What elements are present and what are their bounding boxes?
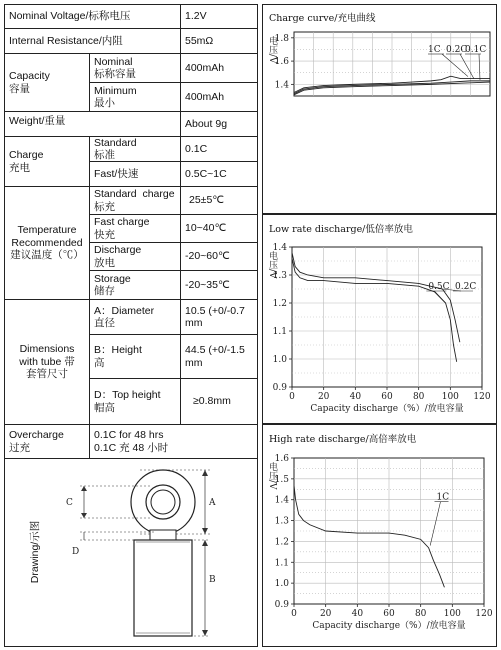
temp-fast-charge-label: [90, 215, 180, 242]
y-tick-label: 1.8: [274, 33, 289, 44]
charge-fast-value: 0.5C~1C: [185, 167, 227, 180]
dim-height-value-line2: mm: [185, 356, 203, 369]
battery-top-inner-circle: [151, 490, 175, 514]
series-label-leader: [430, 502, 440, 546]
series-label: 0.2C: [455, 282, 477, 292]
y-tick-label: 1.1: [272, 327, 287, 337]
y-tick-label: 1.4: [274, 495, 289, 506]
capacity-minimum-label: [90, 83, 180, 111]
drawing-mark-d: D: [72, 547, 80, 557]
series-label-leader: [434, 291, 445, 303]
temp-discharge-label: [90, 243, 180, 270]
dimensions-label-line1: Dimensions: [19, 343, 75, 356]
charge-standard-value: 0.1C: [185, 142, 208, 155]
internal-resistance-label: Internal Resistance/内阻: [9, 34, 123, 47]
nominal-voltage-label: Nominal Voltage/标称电压: [9, 9, 131, 22]
series-line-02C: [292, 253, 460, 343]
x-tick-label: 80: [412, 392, 425, 402]
y-tick-label: 1.2: [272, 299, 287, 309]
y-tick-label: 1.0: [272, 355, 287, 365]
capacity-label: [5, 54, 89, 111]
y-axis-label: 电压/V: [267, 251, 277, 279]
temp-discharge-value: -20~60℃: [185, 250, 230, 263]
y-tick-label: 1.1: [274, 558, 289, 569]
dim-height-cn: 高: [94, 356, 105, 369]
internal-resistance-value: 55mΩ: [185, 34, 214, 47]
series-label-leader: [442, 54, 468, 77]
charge-label-en: Charge: [9, 149, 44, 161]
x-tick-label: 0: [291, 609, 297, 619]
temperature-label: [5, 187, 89, 299]
capacity-nominal-value: 400mAh: [185, 61, 225, 74]
charge-label-cn: 充电: [9, 161, 30, 174]
charge-curve-chart: [262, 22, 497, 102]
battery-cap: [150, 530, 176, 540]
capacity-minimum-value: 400mAh: [185, 90, 225, 103]
drawing-mark-b: B: [209, 575, 216, 585]
overcharge-label-cn: 过充: [9, 441, 30, 454]
x-axis-label: Capacity discharge（%）/放电容量: [312, 621, 466, 631]
dim-top-height-label: [90, 379, 180, 424]
y-tick-label: 0.9: [272, 383, 287, 393]
x-tick-label: 100: [441, 392, 459, 402]
y-tick-label: 1.0: [274, 579, 289, 590]
temp-fast-charge-en: Fast charge: [94, 216, 150, 228]
nominal-voltage-value: 1.2V: [185, 9, 207, 22]
x-tick-label: 60: [381, 392, 393, 402]
temp-storage-en: Storage: [94, 272, 131, 285]
charge-standard-label: [90, 137, 180, 161]
series-line-1C: [294, 485, 444, 587]
series-label: 1C: [436, 492, 450, 503]
x-tick-label: 40: [351, 609, 364, 619]
dimensions-label-line3: 套管尺寸: [26, 368, 68, 381]
low-rate-discharge-chart: [262, 235, 497, 420]
battery-top-outer-circle: [131, 470, 195, 534]
chart-title-low-rate: Low rate discharge/低倍率放电: [269, 224, 413, 235]
y-tick-label: 1.4: [272, 243, 287, 253]
charge-fast-label: Fast/快速: [94, 167, 139, 180]
charge-standard-en: Standard: [94, 137, 137, 149]
temp-standard-charge-label: [90, 187, 180, 214]
series-label: 0.1C: [465, 45, 487, 55]
capacity-label-cn: 容量: [9, 82, 30, 95]
series-label: 0.5C: [428, 282, 450, 292]
temp-storage-label: [90, 271, 180, 299]
dim-top-height-value: ≥0.8mm: [193, 395, 231, 408]
row-divider: [4, 458, 258, 459]
x-axis-label: Capacity discharge（%）/放电容量: [310, 404, 464, 414]
x-tick-label: 60: [383, 609, 395, 619]
dim-height-en: B：Height: [94, 344, 142, 356]
y-tick-label: 0.9: [274, 600, 289, 610]
dim-diameter-value: [181, 300, 258, 334]
y-axis-label: 电压/V: [267, 462, 277, 490]
capacity-label-en: Capacity: [9, 70, 50, 82]
x-tick-label: 20: [317, 392, 330, 402]
capacity-nominal-en: Nominal: [94, 55, 133, 68]
dim-diameter-en: A：Diameter: [94, 304, 155, 317]
temp-fast-charge-cn: 快充: [94, 228, 115, 241]
temp-fast-charge-value: 10~40℃: [185, 222, 227, 235]
y-tick-label: 1.6: [274, 57, 289, 68]
temperature-label-line1: Temperature: [17, 224, 77, 237]
x-tick-label: 0: [289, 392, 295, 402]
dim-diameter-value-line1: 10.5 (+0/-0.7: [185, 304, 245, 317]
capacity-minimum-cn: 最小: [94, 97, 115, 109]
temp-storage-cn: 储存: [94, 285, 115, 297]
dim-height-value-line1: 44.5 (+0/-1.5: [185, 344, 245, 356]
y-tick-label: 1.3: [272, 271, 287, 281]
temp-standard-charge-en: Standard charge: [94, 188, 175, 200]
weight-value: About 9g: [185, 117, 228, 130]
overcharge-value-line1: 0.1C for 48 hrs: [94, 429, 164, 441]
x-tick-label: 40: [349, 392, 362, 402]
overcharge-label: [5, 425, 89, 458]
y-axis-label: 电压/V: [267, 36, 277, 64]
overcharge-label-en: Overcharge: [9, 429, 64, 441]
dim-diameter-cn: 直径: [94, 317, 115, 329]
dim-diameter-value-line2: mm: [185, 317, 203, 329]
temp-discharge-cn: 放电: [94, 256, 115, 269]
y-tick-label: 1.4: [274, 80, 289, 91]
drawing-mark-c: C: [66, 498, 73, 508]
high-rate-discharge-chart: [262, 446, 497, 644]
x-tick-label: 100: [443, 609, 461, 619]
dimensions-label: [5, 300, 89, 424]
weight-label: Weight/重量: [9, 115, 66, 127]
charge-standard-cn: 标准: [94, 149, 115, 161]
dimensions-label-line2: with tube 带: [19, 355, 75, 368]
dim-height-value: [181, 335, 258, 378]
series-label-leader: [460, 54, 474, 79]
drawing-label: Drawing/示图: [29, 520, 41, 584]
y-tick-label: 1.6: [274, 454, 289, 464]
capacity-nominal-cn: 标称容量: [94, 68, 136, 80]
capacity-nominal-label: [90, 54, 180, 82]
series-line-05C: [292, 258, 457, 362]
dim-diameter-label: [90, 300, 180, 334]
capacity-minimum-en: Minimum: [94, 84, 137, 97]
dim-top-height-cn: 帽高: [94, 401, 115, 414]
x-tick-label: 20: [319, 609, 332, 619]
overcharge-value-line2: 0.1C 充 48 小时: [94, 441, 169, 454]
temp-standard-charge-cn: 标充: [94, 200, 115, 213]
y-tick-label: 1.3: [274, 516, 289, 527]
battery-body: [134, 540, 192, 636]
y-tick-label: 1.2: [274, 537, 289, 548]
temperature-label-line3: 建议温度（℃）: [10, 249, 84, 262]
temp-discharge-en: Discharge: [94, 244, 142, 256]
drawing-mark-a: A: [209, 498, 216, 508]
temp-storage-value: -20~35℃: [185, 278, 230, 291]
dim-top-height-en: D：Top height: [94, 389, 161, 401]
x-tick-label: 120: [473, 392, 491, 402]
dim-height-label: [90, 335, 180, 378]
charge-label: [5, 137, 89, 186]
chart-title-charge: Charge curve/充电曲线: [269, 13, 376, 24]
battery-drawing: [60, 460, 256, 644]
temp-standard-charge-value: 25±5℃: [189, 194, 225, 207]
x-tick-label: 120: [475, 609, 493, 619]
overcharge-value: [90, 425, 258, 458]
chart-title-high-rate: High rate discharge/高倍率放电: [269, 434, 417, 445]
series-label: 1C: [428, 45, 441, 55]
y-tick-label: 1.5: [274, 474, 289, 485]
series-label: 0.2C: [446, 45, 468, 55]
temperature-label-line2: Recommended: [11, 236, 83, 249]
series-label-leader: [479, 54, 480, 80]
x-tick-label: 80: [414, 609, 427, 619]
